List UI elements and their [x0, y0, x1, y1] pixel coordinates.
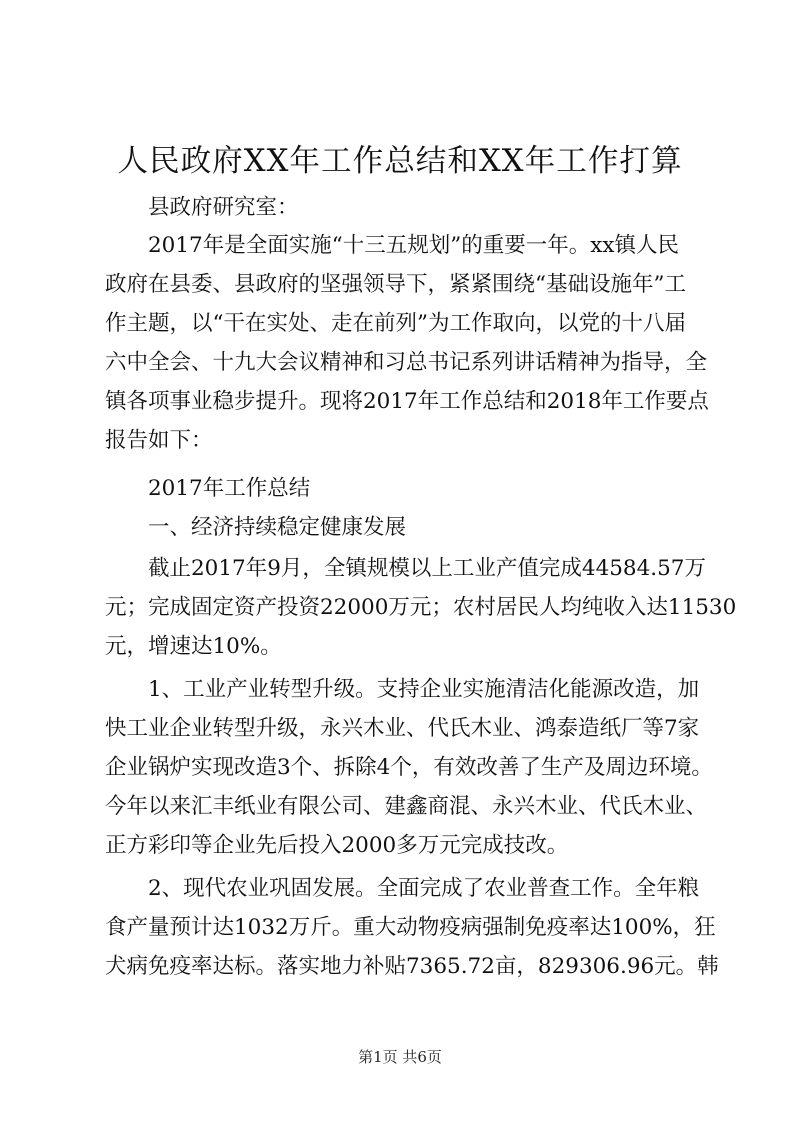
- body-line: 快工业企业转型升级，永兴木业、代氏木业、鸿泰造纸厂等7家: [105, 716, 700, 741]
- body-line: 六中全会、十九大会议精神和习总书记系列讲话精神为指导，全: [105, 350, 708, 375]
- body-line: 企业锅炉实现改造3个、拆除4个，有效改善了生产及周边环境。: [105, 755, 713, 780]
- subsection-heading: 一、经济持续稳定健康发展: [148, 515, 407, 540]
- document-title: 人民政府XX年工作总结和XX年工作打算: [117, 144, 683, 179]
- body-line: 元；完成固定资产投资22000万元；农村居民人均纯收入达11530: [105, 595, 737, 620]
- body-line: 镇各项事业稳步提升。现将2017年工作总结和2018年工作要点: [105, 389, 709, 414]
- salutation-line: 县政府研究室：: [148, 195, 299, 220]
- body-line: 作主题，以“干在实处、走在前列”为工作取向，以党的十八届: [105, 311, 686, 336]
- body-line: 报告如下：: [105, 428, 213, 453]
- page-number-footer: 第1页 共6页: [358, 1048, 442, 1066]
- body-line: 正方彩印等企业先后投入2000多万元完成技改。: [105, 833, 569, 858]
- body-line: 政府在县委、县政府的坚强领导下，紧紧围绕“基础设施年”工: [105, 272, 686, 297]
- body-line: 犬病免疫率达标。落实地力补贴7365.72亩，829306.96元。韩: [105, 954, 719, 979]
- section-heading: 2017年工作总结: [148, 476, 311, 501]
- body-line: 1、工业产业转型升级。支持企业实施清洁化能源改造，加: [148, 677, 700, 702]
- body-line: 2、现代农业巩固发展。全面完成了农业普查工作。全年粮: [148, 876, 700, 901]
- body-line: 截止2017年9月，全镇规模以上工业产值完成44584.57万: [148, 556, 706, 581]
- body-line: 元，增速达10%。: [105, 634, 282, 659]
- body-line: 今年以来汇丰纸业有限公司、建鑫商混、永兴木业、代氏木业、: [105, 794, 708, 819]
- body-line: 食产量预计达1032万斤。重大动物疫病强制免疫率达100%，狂: [105, 915, 716, 940]
- body-line: 2017年是全面实施“十三五规划”的重要一年。xx镇人民: [148, 233, 679, 258]
